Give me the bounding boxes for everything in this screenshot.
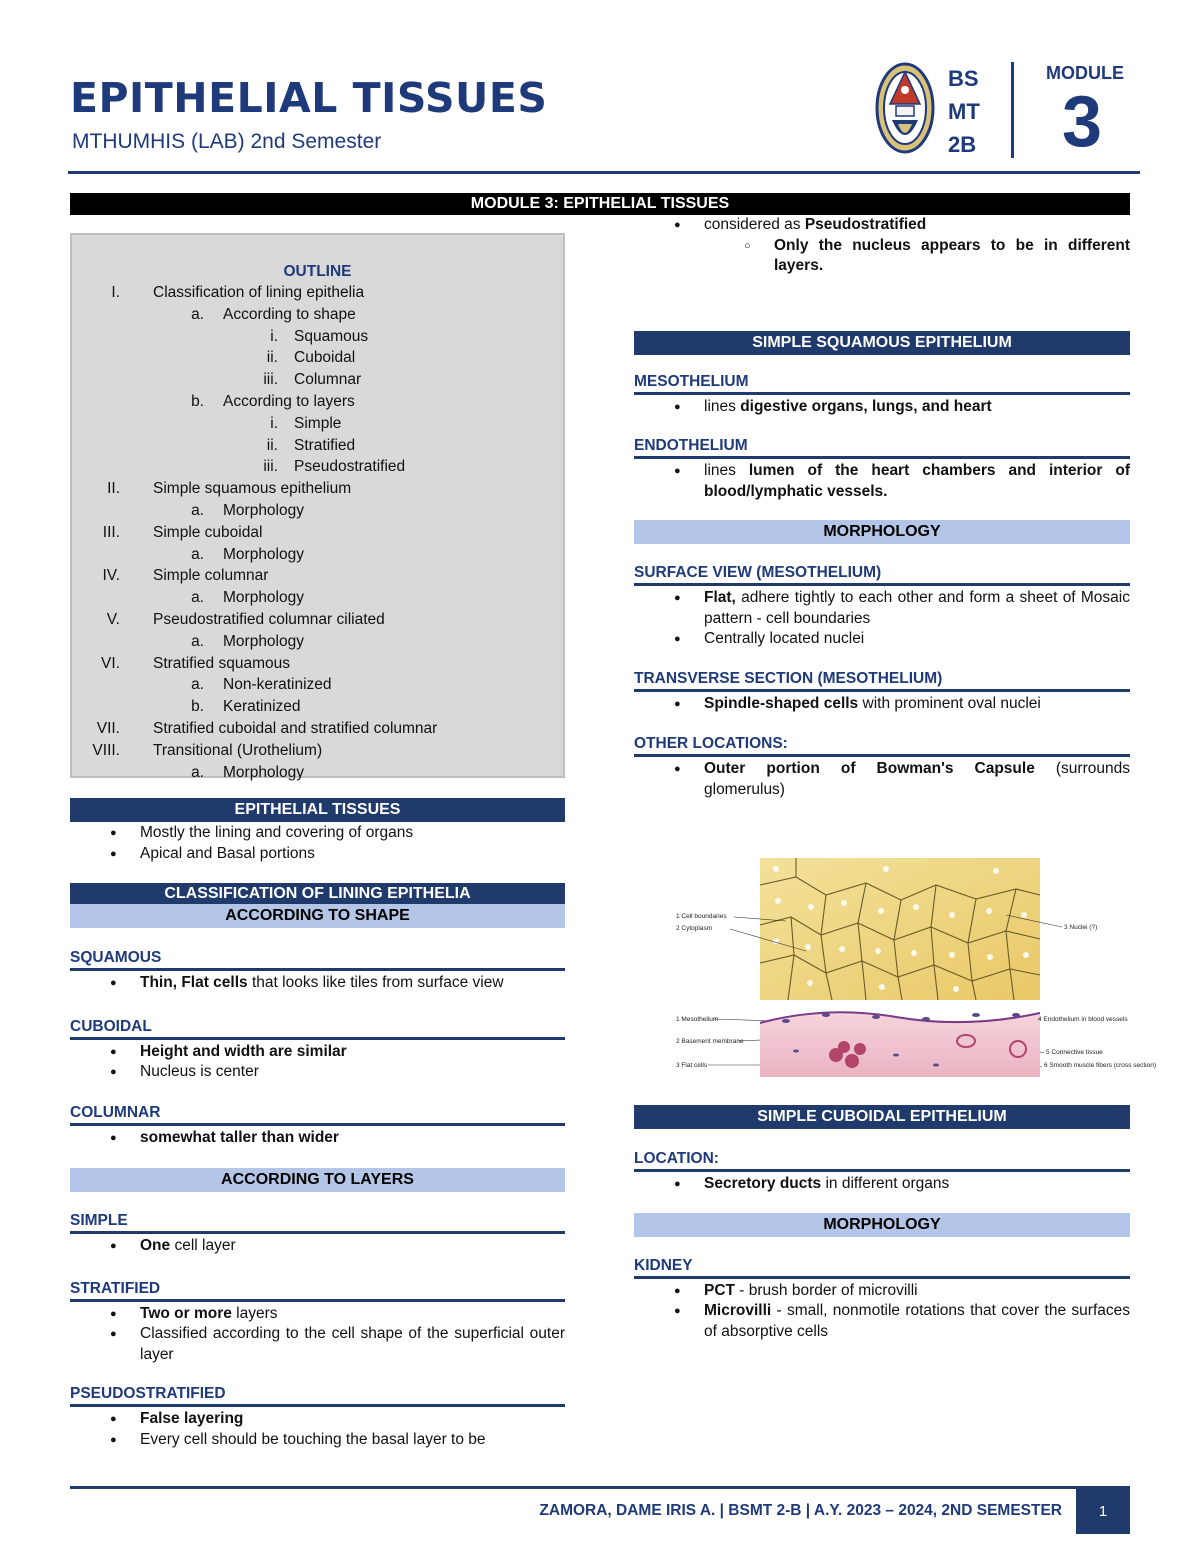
figure-label: 2 Cytoplasm xyxy=(676,925,713,932)
morphology-bar-2: MORPHOLOGY xyxy=(634,1213,1130,1237)
outline-item-text: Keratinized xyxy=(223,698,301,716)
transverse-heading: TRANSVERSE SECTION (MESOTHELIUM) xyxy=(634,670,1130,692)
outline-title: OUTLINE xyxy=(283,263,352,280)
figure-label: 5 Connective tissue xyxy=(1046,1049,1103,1056)
outline-item-number: iii. xyxy=(263,458,278,476)
outline-item-text: Pseudostratified columnar ciliated xyxy=(153,610,385,628)
outline-item xyxy=(72,762,563,784)
outline-item-text: Simple columnar xyxy=(153,567,269,585)
bold-text: Microvilli xyxy=(704,1302,772,1319)
simple-squamous-bar: SIMPLE SQUAMOUS EPITHELIUM xyxy=(634,331,1130,355)
outline-item-text: Simple cuboidal xyxy=(153,523,263,541)
outline-item xyxy=(72,347,563,369)
text: lines xyxy=(704,462,749,479)
text: (surrounds glomerulus) xyxy=(704,760,1130,798)
other-locations-list xyxy=(634,759,1130,800)
outline-item-number: IV. xyxy=(102,567,120,585)
text: that looks like tiles from surface view xyxy=(247,974,504,991)
list-item xyxy=(634,759,1130,800)
outline-item-text: Stratified cuboidal and stratified columnar xyxy=(153,719,438,737)
outline-item xyxy=(72,674,563,696)
text: in different organs xyxy=(821,1175,950,1192)
transverse-list xyxy=(634,694,1130,715)
list-item: ● Classified according to the cell shape of the superficial outer layer xyxy=(70,1324,565,1365)
mesothelium-heading: MESOTHELIUM xyxy=(634,373,1130,395)
bold-text: lumen of the heart chambers and interior of blood/lymphatic vessels. xyxy=(704,462,1131,500)
outline-item-number: a. xyxy=(191,763,204,781)
right-column xyxy=(634,215,1130,800)
pseudostratified-continued xyxy=(634,215,1130,277)
list-item xyxy=(70,973,565,994)
outline-item-text: Columnar xyxy=(294,371,362,389)
footer-author: ZAMORA, DAME IRIS A. | BSMT 2-B | A.Y. 2023 – 2024, 2ND SEMESTER xyxy=(539,1502,1062,1519)
outline-item-text: Stratified squamous xyxy=(153,654,290,672)
outline-item-text: According to layers xyxy=(223,392,355,410)
endothelium-list xyxy=(634,461,1130,502)
list-item: ● Every cell should be touching the basal layer to be xyxy=(70,1430,565,1451)
outline-item-text: Simple xyxy=(294,414,342,432)
outline-item xyxy=(72,500,563,522)
bold-text: Thin, Flat cells xyxy=(140,974,248,991)
bold-text: Spindle-shaped cells xyxy=(704,694,859,712)
outline-item-text: Squamous xyxy=(294,327,369,345)
outline-item-number: I. xyxy=(111,284,120,301)
outline-item-number: b. xyxy=(191,698,204,716)
page-number: 1 xyxy=(1076,1489,1130,1534)
outline-item xyxy=(72,653,563,675)
outline-item-text: Transitional (Urothelium) xyxy=(153,741,323,759)
list-item xyxy=(634,694,1130,715)
stratified-list xyxy=(70,1304,565,1366)
endothelium-heading: ENDOTHELIUM xyxy=(634,437,1130,459)
outline-item xyxy=(72,391,563,413)
text: lines xyxy=(704,397,741,415)
outline-item-number: a. xyxy=(191,501,204,519)
outline-item xyxy=(72,609,563,631)
simple-list xyxy=(70,1236,565,1257)
list-item xyxy=(70,1304,565,1325)
kidney-heading: KIDNEY xyxy=(634,1257,1130,1279)
outline-item-number: a. xyxy=(191,305,204,323)
outline-item xyxy=(72,326,563,348)
location-heading: LOCATION: xyxy=(634,1150,1130,1172)
transverse-section-image xyxy=(760,1012,1040,1077)
figure-label: 3 Nuclei (?) xyxy=(1064,924,1098,931)
list-item: ● False layering xyxy=(70,1409,565,1430)
outline-item-number: i. xyxy=(270,414,278,432)
outline-item xyxy=(72,413,563,435)
outline-item-text: Simple squamous epithelium xyxy=(153,480,352,498)
other-locations-heading: OTHER LOCATIONS: xyxy=(634,735,1130,757)
outline-item-number: a. xyxy=(191,676,204,694)
left-column xyxy=(70,233,565,1450)
outline-item-number: V. xyxy=(106,610,120,628)
outline-item xyxy=(72,544,563,566)
header-divider xyxy=(1011,62,1014,158)
class-line: MT xyxy=(948,99,980,124)
module-label: MODULE xyxy=(1046,63,1124,83)
cuboidal-heading: CUBOIDAL xyxy=(70,1018,565,1040)
outline-item-text: Morphology xyxy=(223,589,304,607)
outline-item xyxy=(72,718,563,740)
outline-box xyxy=(70,233,565,781)
bold-text: One xyxy=(140,1237,171,1254)
list-item: ● Apical and Basal portions xyxy=(70,844,565,865)
outline-item-number: a. xyxy=(191,545,204,563)
outline-item-text: According to shape xyxy=(223,305,356,323)
outline-item-number: iii. xyxy=(263,371,278,389)
bold-text: Flat, xyxy=(704,589,736,606)
list-item xyxy=(634,1281,1130,1302)
page-title: EPITHELIAL TISSUES xyxy=(70,74,548,122)
outline-item-number: III. xyxy=(102,523,120,541)
outline-item-number: II. xyxy=(107,480,120,498)
outline-item-number: VI. xyxy=(101,654,120,672)
list-item xyxy=(634,1174,1130,1195)
cuboidal-list xyxy=(70,1042,565,1083)
figure-label: 2 Basement membrane xyxy=(676,1038,744,1045)
list-item: ● Centrally located nuclei xyxy=(634,629,1130,650)
outline-item-text: Morphology xyxy=(223,763,304,781)
text: cell layer xyxy=(170,1237,236,1254)
outline-item xyxy=(72,282,563,304)
epithelial-list xyxy=(70,823,565,864)
figure-label: 6 Smooth muscle fibers (cross section) xyxy=(1044,1062,1156,1069)
outline-item xyxy=(72,631,563,653)
list-item xyxy=(634,461,1130,502)
outline-item-number: a. xyxy=(191,632,204,650)
outline-item-text: Classification of lining epithelia xyxy=(153,284,365,301)
outline-item-text: Morphology xyxy=(223,545,304,563)
list-item xyxy=(634,1301,1130,1342)
figure-label: 1 Cell boundaries xyxy=(676,913,727,920)
bold-text: Secretory ducts xyxy=(704,1175,822,1192)
kidney-list xyxy=(634,1281,1130,1343)
list-item xyxy=(634,215,1130,236)
pseudostratified-heading: PSEUDOSTRATIFIED xyxy=(70,1385,565,1407)
outline-item-text: Morphology xyxy=(223,632,304,650)
pseudostratified-list xyxy=(70,1409,565,1450)
outline-item xyxy=(72,369,563,391)
bold-text: Pseudostratified xyxy=(804,216,927,233)
surface-view-image xyxy=(760,858,1040,1000)
outline-item-number: ii. xyxy=(266,349,278,367)
surface-view-list xyxy=(634,588,1130,650)
mesothelium-micrograph-figure xyxy=(676,855,1156,1085)
outline-item xyxy=(72,478,563,500)
figure-label: 3 Flat cells xyxy=(676,1062,708,1069)
sub-list-item: ○ Only the nucleus appears to be in different layers. xyxy=(634,236,1130,277)
bold-text: digestive organs, lungs, and heart xyxy=(740,397,992,415)
header-rule xyxy=(68,171,1140,174)
mesothelium-list xyxy=(634,397,1130,418)
outline-item xyxy=(72,565,563,587)
surface-view-heading: SURFACE VIEW (MESOTHELIUM) xyxy=(634,564,1130,586)
location-list xyxy=(634,1174,1130,1195)
page-subtitle: MTHUMHIS (LAB) 2nd Semester xyxy=(72,130,382,153)
footer-rule xyxy=(70,1486,1130,1489)
shape-bar: ACCORDING TO SHAPE xyxy=(70,904,565,928)
module-banner: MODULE 3: EPITHELIAL TISSUES xyxy=(70,193,1130,215)
list-item xyxy=(634,397,1130,418)
outline-item xyxy=(72,740,563,762)
outline-item-text: Non-keratinized xyxy=(223,676,332,694)
outline-item-text: Morphology xyxy=(223,501,304,519)
outline-item xyxy=(72,304,563,326)
module-number: 3 xyxy=(1062,82,1103,162)
outline-item xyxy=(72,456,563,478)
text: - small, nonmotile rotations that cover the surfaces of absorptive cells xyxy=(704,1302,1130,1340)
simple-cuboidal-bar: SIMPLE CUBOIDAL EPITHELIUM xyxy=(634,1105,1130,1129)
outline-item xyxy=(72,587,563,609)
class-line: BS xyxy=(948,66,979,91)
outline-item-number: b. xyxy=(191,392,204,410)
morphology-bar: MORPHOLOGY xyxy=(634,520,1130,544)
outline-item-text: Cuboidal xyxy=(294,349,356,367)
list-item: ● somewhat taller than wider xyxy=(70,1128,565,1149)
outline-list xyxy=(72,282,563,783)
outline-item xyxy=(72,522,563,544)
outline-item-number: VII. xyxy=(96,719,120,737)
figure-label: 4 Endothelium in blood vessels xyxy=(1038,1016,1128,1023)
bold-text: Outer portion of Bowman's Capsule xyxy=(704,760,1035,777)
text: considered as xyxy=(704,216,805,233)
layers-bar: ACCORDING TO LAYERS xyxy=(70,1168,565,1192)
shield-logo-icon xyxy=(874,60,936,160)
squamous-list xyxy=(70,973,565,994)
right-column-lower xyxy=(634,1105,1130,1342)
outline-item-number: ii. xyxy=(266,436,278,454)
class-line: 2B xyxy=(948,132,977,157)
class-badge xyxy=(948,62,996,161)
figure-label: 1 Mesothelium xyxy=(676,1016,719,1023)
epithelial-tissues-bar: EPITHELIAL TISSUES xyxy=(70,798,565,822)
outline-item xyxy=(72,435,563,457)
columnar-heading: COLUMNAR xyxy=(70,1104,565,1126)
outline-item-text: Pseudostratified xyxy=(294,458,406,476)
outline-item-number: i. xyxy=(270,327,278,345)
list-item: ● Height and width are similar xyxy=(70,1042,565,1063)
outline-item-number: a. xyxy=(191,589,204,607)
outline-item xyxy=(72,696,563,718)
outline-item-number: VIII. xyxy=(92,741,120,759)
list-item xyxy=(70,1236,565,1257)
text: layers xyxy=(231,1304,278,1322)
columnar-list xyxy=(70,1128,565,1149)
list-item xyxy=(634,588,1130,629)
outline-item-text: Stratified xyxy=(294,436,356,454)
bold-text: Two or more xyxy=(140,1304,232,1322)
bold-text: PCT xyxy=(704,1281,735,1299)
text: adhere tightly to each other and form a sheet of Mosaic pattern - cell boundaries xyxy=(704,589,1130,627)
list-item: ● Nucleus is center xyxy=(70,1062,565,1083)
list-item: ● Mostly the lining and covering of organs xyxy=(70,823,565,844)
text: with prominent oval nuclei xyxy=(858,694,1041,712)
simple-heading: SIMPLE xyxy=(70,1212,565,1234)
squamous-heading: SQUAMOUS xyxy=(70,949,565,971)
stratified-heading: STRATIFIED xyxy=(70,1280,565,1302)
classification-bar: CLASSIFICATION OF LINING EPITHELIA xyxy=(70,883,565,904)
text: - brush border of microvilli xyxy=(735,1281,918,1299)
